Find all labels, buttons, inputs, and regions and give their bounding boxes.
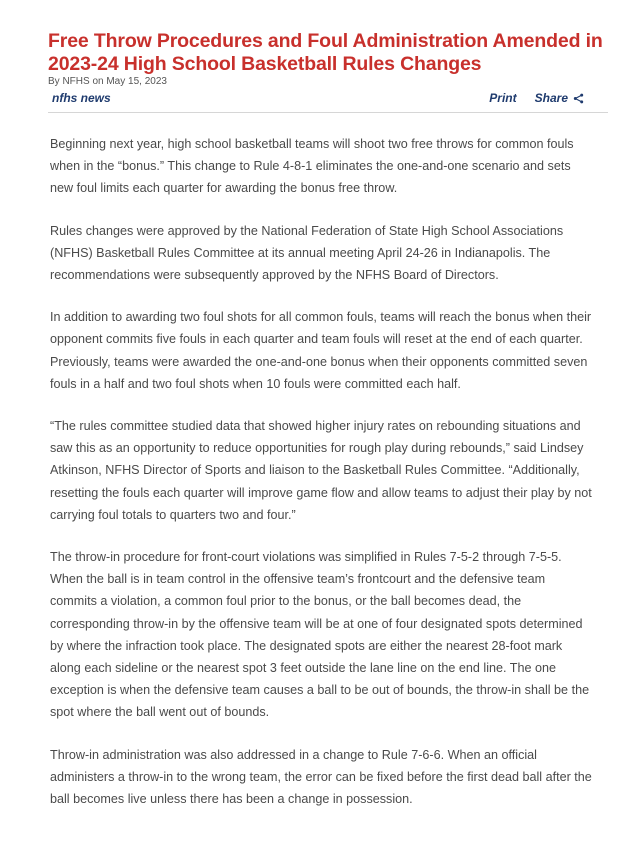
article-meta-row — [48, 90, 608, 113]
article-body — [48, 133, 608, 810]
paragraph: “The rules committee studied data that showed higher injury rates on rebounding situations and saw this as an opportunity to reduce opportunities for rough play during rebounds,” said Lindsey Atkinson, NFHS Director of Sports and liaison to the Basketball Rules Committee. “Additionally, resetting the fouls each quarter will improve game flow and allow teams to adjust their play by not carrying foul totals to quarters two and four.” — [50, 419, 592, 522]
share-icon — [573, 93, 584, 104]
print-button[interactable]: Print — [489, 91, 517, 105]
share-button[interactable] — [535, 91, 584, 105]
source-link[interactable]: nfhs news — [52, 91, 111, 105]
article-headline: Free Throw Procedures and Foul Administration Amended in 2023-24 High School Basketball Rules Changes — [48, 30, 603, 75]
paragraph: In addition to awarding two foul shots for all common fouls, teams will reach the bonus when their opponent commits five fouls in each quarter and team fouls will reset at the end of each quarter. Previously, teams were awarded the one-and-one bonus when their opponents committed seven fouls in a half and two foul shots when 10 fouls were committed each half. — [50, 310, 592, 391]
article — [48, 30, 608, 830]
paragraph: Rules changes were approved by the National Federation of State High School Associations (NFHS) Basketball Rules Committee at its annual meeting April 24-26 in Indianapolis. The recommendations were subsequently approved by the NFHS Board of Directors. — [50, 223, 564, 283]
paragraph: Beginning next year, high school basketball teams will shoot two free throws for common fouls when in the “bonus.” This change to Rule 4-8-1 eliminates the one-and-one scenario and sets new foul limits each quarter for awarding the bonus free throw. — [50, 137, 574, 196]
article-byline: By NFHS on May 15, 2023 — [48, 76, 167, 87]
paragraph: The throw-in procedure for front-court violations was simplified in Rules 7-5-2 through 7-5-5. When the ball is in team control in the offensive team’s frontcourt and the defensive team commits a violation, a common foul prior to the bonus, or the ball becomes dead, the corresponding throw-in by the offensive team will be at one of four designated spots determined by where the infraction took place. The designated spots are either the nearest 28-foot mark along each sideline or the nearest spot 3 feet outside the lane line on the end line. The one exception is when the defensive team causes a ball to be out of bounds, the throw-in shall be the spot where the ball went out of bounds. — [50, 550, 590, 720]
article-actions — [489, 91, 584, 105]
paragraph: Throw-in administration was also addressed in a change to Rule 7-6-6. When an official administers a throw-in to the wrong team, the error can be fixed before the first dead ball after the ball becomes live unless there has been a change in possession. — [50, 747, 592, 807]
share-label: Share — [534, 91, 568, 105]
